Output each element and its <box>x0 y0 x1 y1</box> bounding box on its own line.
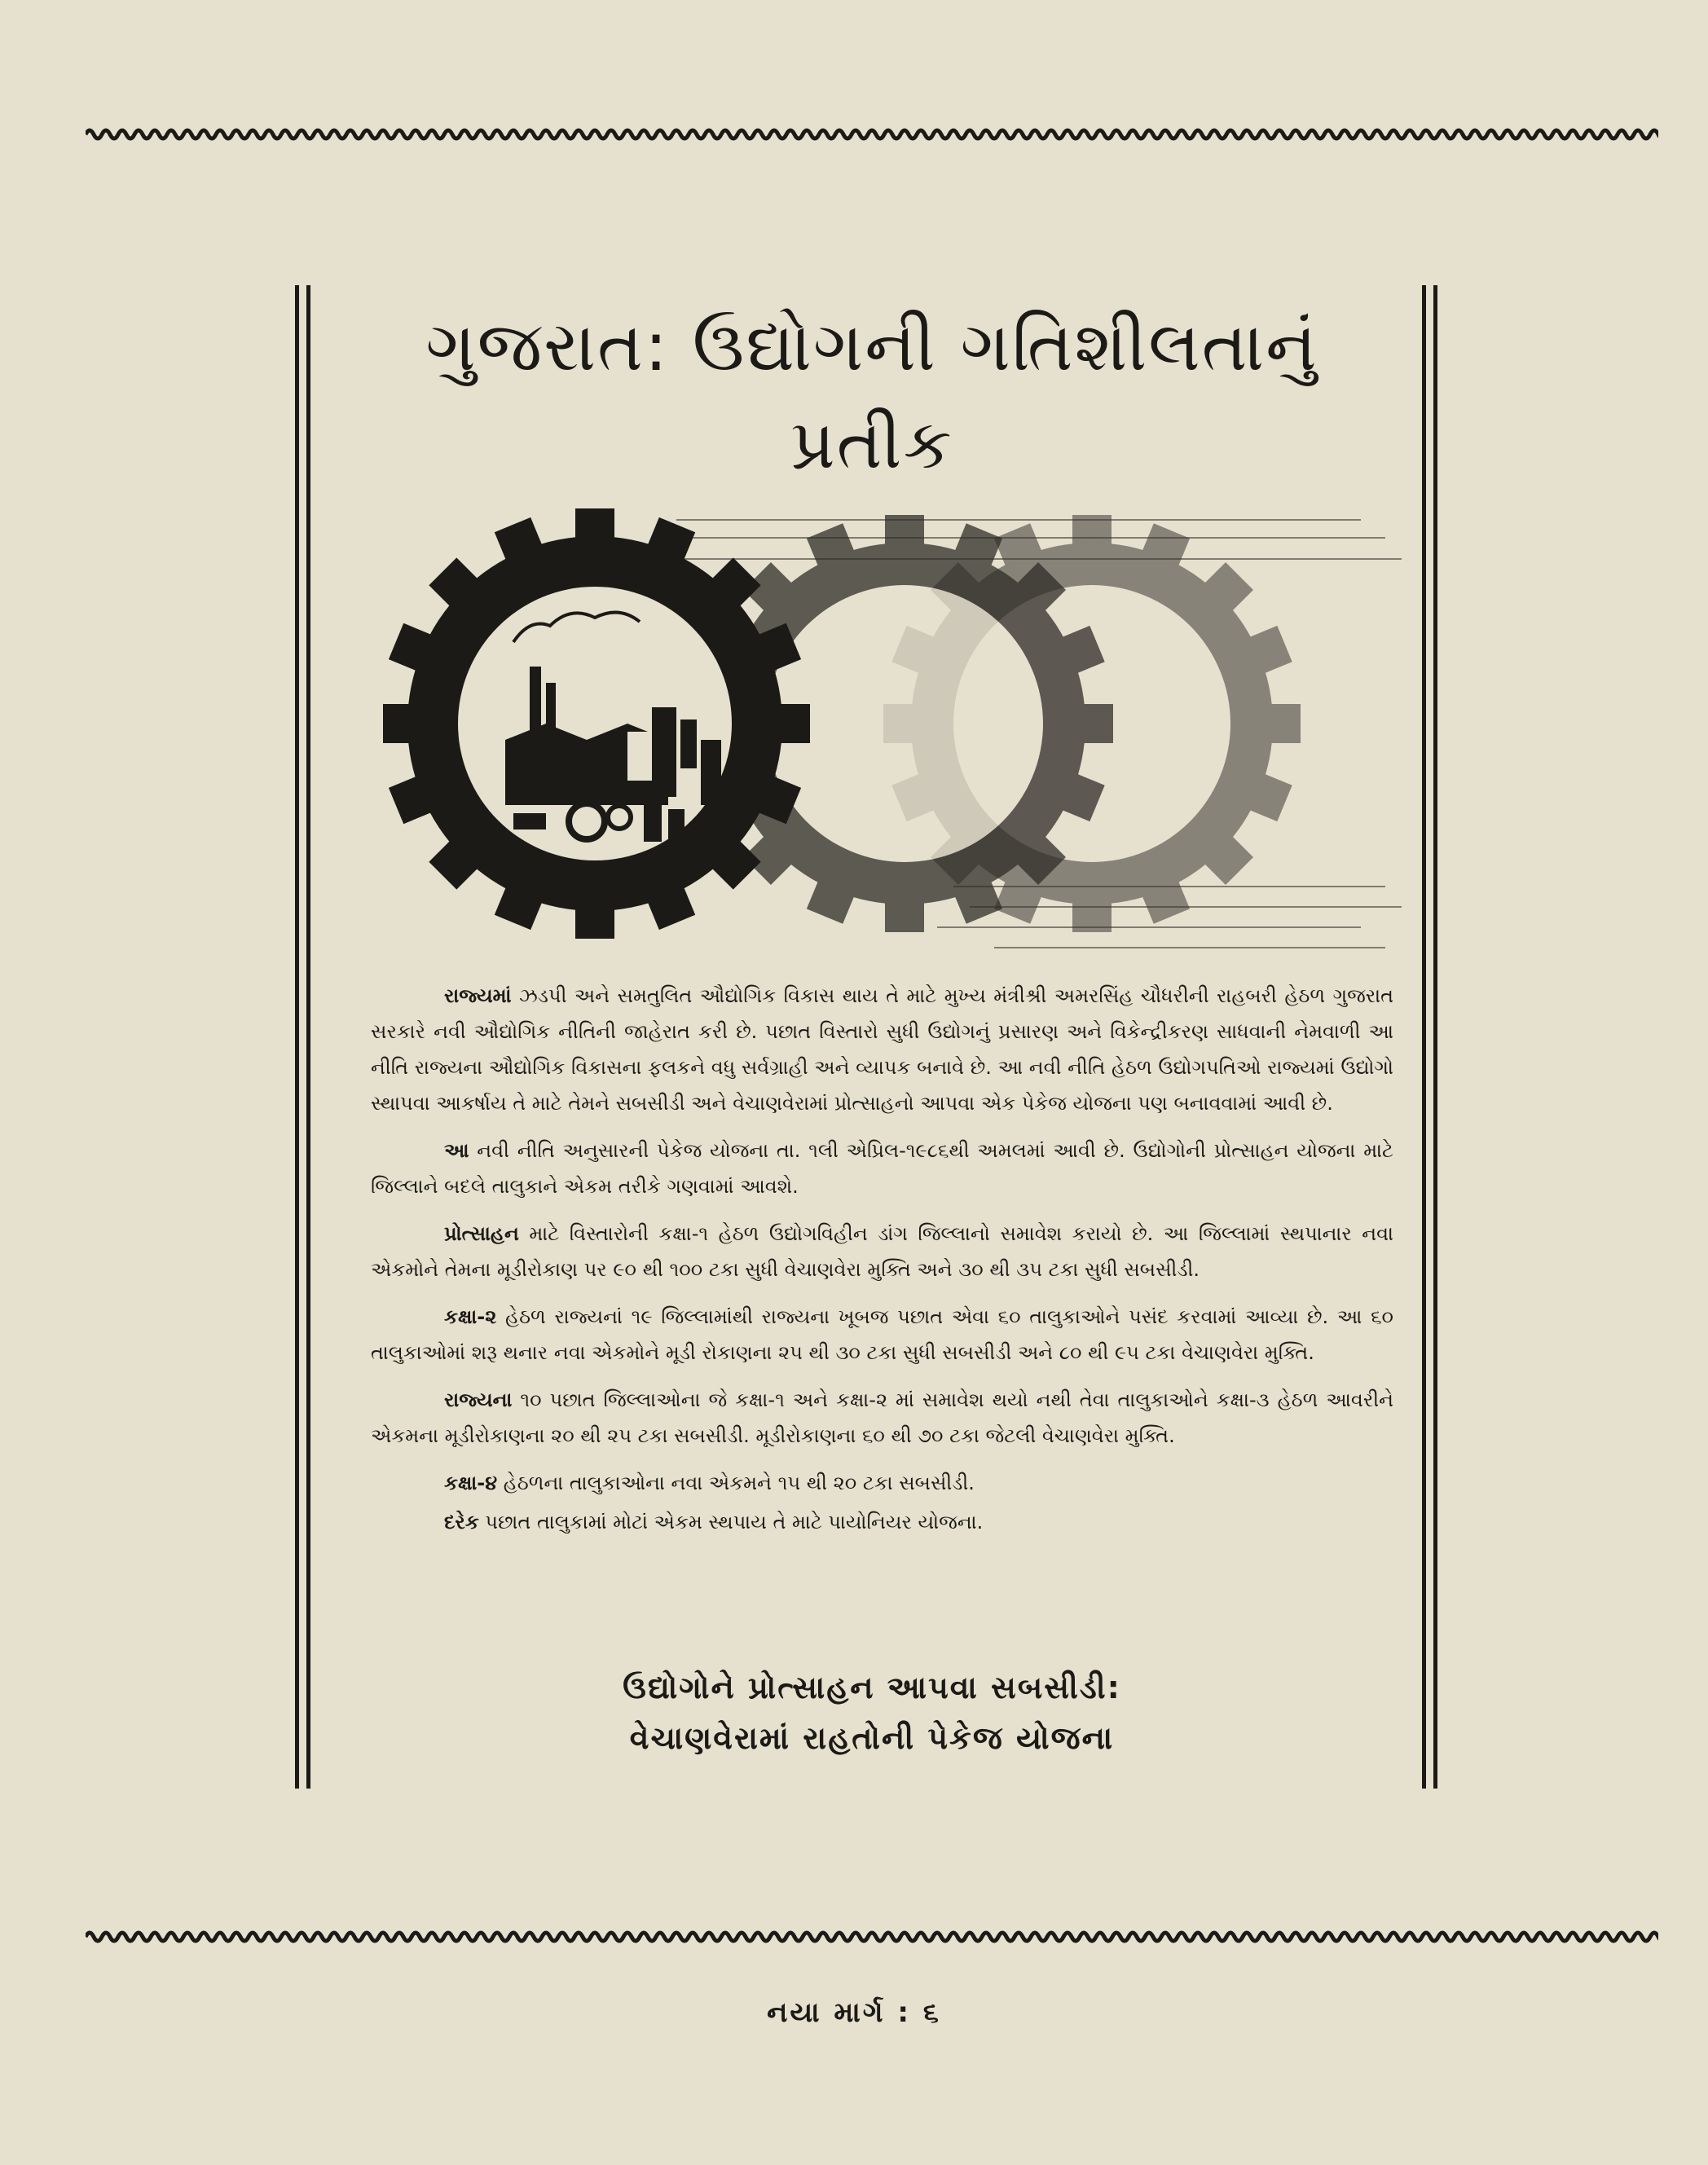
tagline-line-2: વેચાણવેરામાં રાહતોની પેકેજ યોજના <box>629 1720 1115 1756</box>
tagline <box>342 1662 1402 1763</box>
paragraph-intro: રાજ્યમાં ઝડપી અને સમતુલિત ઔદ્યોગિક વિકાસ થાય તે માટે મુખ્ય મંત્રીશ્રી અમરસિંહ ચૌધરીની રાહબરી હેઠળ ગુજરાત સરકારે નવી ઔદ્યોગિક નીતિની જાહેરાત કરી છે. પછાત વિસ્તારો સુધી ઉદ્યોગનું પ્રસારણ અને વિકેન્દ્રીકરણ સાધવાની નેમવાળી આ નીતિ રાજ્યના ઔદ્યોગિક વિકાસના ફલકને વધુ સર્વગ્રાહી અને વ્યાપક બનાવે છે. આ નવી નીતિ હેઠળ ઉદ્યોગપતિઓ રાજ્યમાં ઉદ્યોગો સ્થાપવા આકર્ષાય તે માટે તેમને સબસીડી અને વેચાણવેરામાં પ્રોત્સાહનો આપવા એક પેકેજ યોજના પણ બનાવવામાં આવી છે. <box>371 984 1393 1115</box>
paragraph-package-scheme: આ નવી નીતિ અનુસારની પેકેજ યોજના તા. ૧લી એપ્રિલ-૧૯૮૬થી અમલમાં આવી છે. ઉદ્યોગોની પ્રોત્સાહન યોજના માટે જિલ્લાને બદલે તાલુકાને એકમ તરીકે ગણવામાં આવશે. <box>371 1139 1393 1198</box>
paragraph-category-2: કક્ષા-૨ હેઠળ રાજ્યનાં ૧૯ જિલ્લામાંથી રાજ્યના ખૂબજ પછાત એવા ૬૦ તાલુકાઓને પસંદ કરવામાં આવ્યા છે. આ ૬૦ તાલુકાઓમાં શરૂ થનાર નવા એકમોને મૂડી રોકાણના ૨૫ થી ૩૦ ટકા સુધી સબસીડી અને ૮૦ થી ૯૫ ટકા વેચાણવેરા મુક્તિ. <box>371 1305 1393 1364</box>
bottom-wavy-rule <box>86 1925 1658 1949</box>
paragraph-pioneer-scheme: દરેક પછાત તાલુકામાં મોટાં એકમ સ્થપાય તે માટે પાયોનિયર યોજના. <box>444 1511 984 1534</box>
left-gear-icon <box>383 508 810 939</box>
industry-gears-illustration <box>383 495 1418 964</box>
paragraph-category-4: કક્ષા-૪ હેઠળના તાલુકાઓના નવા એકમને ૧૫ થી ૨૦ ટકા સબસીડી. <box>444 1472 975 1494</box>
article-body <box>371 978 1393 1543</box>
right-double-rule <box>1422 285 1440 1789</box>
page-footer: નયા માર્ગ : ૬ <box>767 1996 941 2029</box>
left-double-rule <box>295 285 313 1789</box>
tagline-line-1: ઉદ્યોગોને પ્રોત્સાહન આપવા સબસીડી: <box>623 1670 1121 1705</box>
paragraph-category-1: પ્રોત્સાહન માટે વિસ્તારોની કક્ષા-૧ હેઠળ ઉદ્યોગવિહીન ડાંગ જિલ્લાનો સમાવેશ કરાયો છે. આ જિલ્લામાં સ્થપાનાર નવા એકમોને તેમના મૂડીરોકાણ પર ૯૦ થી ૧૦૦ ટકા સુધી વેચાણવેરા મુક્તિ અને ૩૦ થી ૩૫ ટકા સુધી સબસીડી. <box>371 1222 1393 1281</box>
top-wavy-rule <box>86 122 1658 147</box>
paragraph-category-3: રાજ્યના ૧૦ પછાત જિલ્લાઓના જે કક્ષા-૧ અને કક્ષા-૨ માં સમાવેશ થયો નથી તેવા તાલુકાઓને કક્ષા-૩ હેઠળ આવરીને એકમના મૂડીરોકાણના ૨૦ થી ૨૫ ટકા સબસીડી. મૂડીરોકાણના ૬૦ થી ૭૦ ટકા જેટલી વેચાણવેરા મુક્તિ. <box>371 1388 1393 1447</box>
headline: ગુજરાત: ઉદ્યોગની ગતિશીલતાનું પ્રતીક <box>425 306 1318 484</box>
